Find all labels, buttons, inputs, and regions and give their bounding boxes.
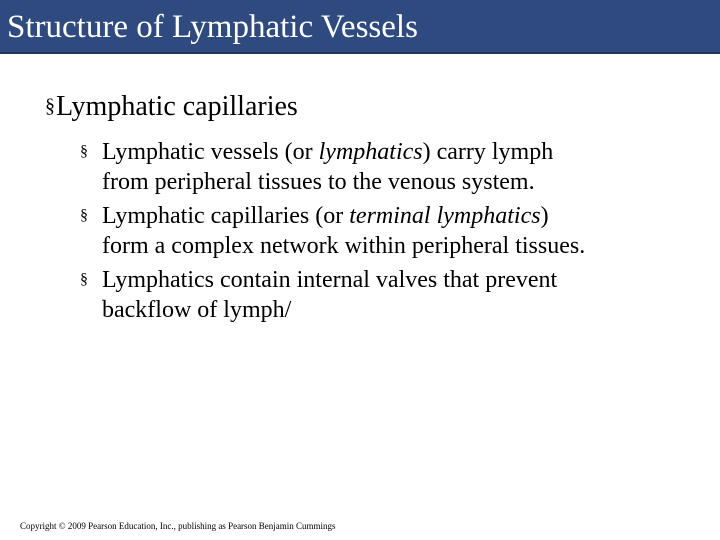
main-bullet (45, 89, 298, 124)
sub-bullet-item (80, 265, 700, 325)
italic-term: lymphatics (318, 139, 423, 165)
main-bullet-text: Lymphatic capillaries (56, 91, 298, 122)
sub-bullet-line: form a complex network within peripheral tissues. (102, 233, 586, 259)
sub-bullet-marker: § (80, 207, 88, 224)
bullet-marker: § (45, 95, 55, 117)
sub-bullet-line: backflow of lymph/ (102, 297, 292, 323)
title-bar (0, 0, 720, 54)
sub-bullet-list (80, 137, 700, 329)
sub-bullet-item (80, 201, 700, 261)
sub-bullet-marker: § (80, 271, 88, 288)
sub-bullet-line: from peripheral tissues to the venous system. (102, 169, 535, 195)
slide-title: Structure of Lymphatic Vessels (7, 9, 418, 45)
sub-bullet-line: Lymphatic vessels (or lymphatics) carry lymph (102, 139, 554, 165)
sub-bullet-marker: § (80, 143, 88, 160)
sub-bullet-line: Lymphatics contain internal valves that prevent (102, 267, 558, 293)
copyright-footer: Copyright © 2009 Pearson Education, Inc., publishing as Pearson Benjamin Cummings (20, 521, 336, 531)
italic-term: terminal lymphatics (349, 203, 541, 229)
sub-bullet-line: Lymphatic capillaries (or terminal lymphatics) (102, 203, 549, 229)
sub-bullet-item (80, 137, 700, 197)
